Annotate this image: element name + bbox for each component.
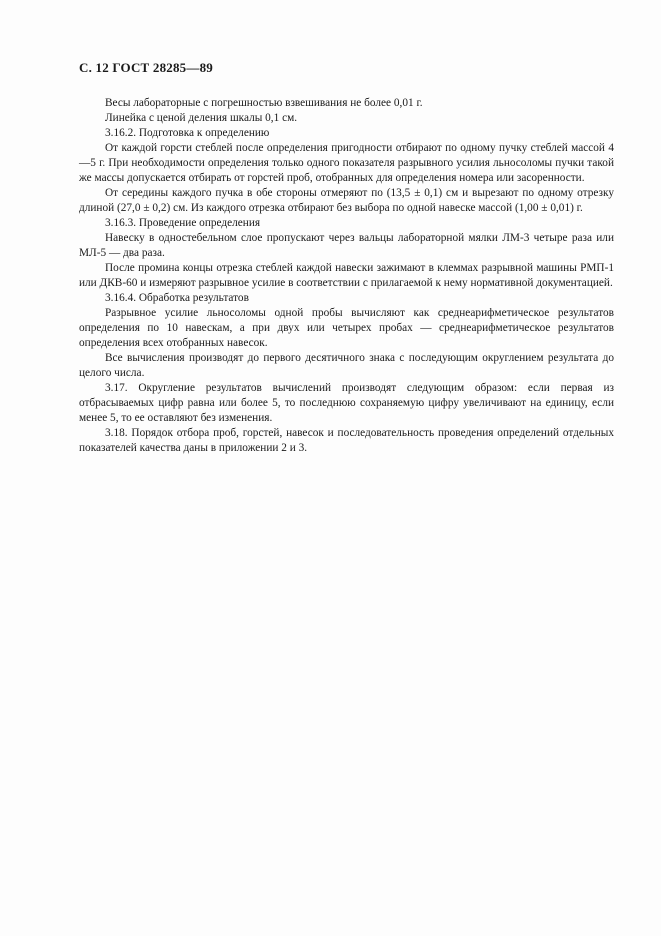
- paragraph-measurement: После промина концы отрезка стеблей каждой навески зажимают в клеммах разрывной машины РМП-1 или ДКВ-60 и измеряют разрывное усилие в соответствии с прилагаемой к нему нормативной документацией.: [79, 262, 614, 289]
- paragraph-scales: Весы лабораторные с погрешностью взвешивания не более 0,01 г.: [105, 97, 423, 109]
- paragraph-calculation: Разрывное усилие льносоломы одной пробы вычисляют как среднеарифметическое результатов определения по 10 навескам, а при двух или четырех пробах — среднеарифметическое результатов определения всех отобранных навесок.: [79, 307, 614, 349]
- section-heading-3-16-3: 3.16.3. Проведение определения: [105, 217, 261, 229]
- paragraph-precision: Все вычисления производят до первого десятичного знака с последующим округлением результата до целого числа.: [79, 352, 614, 379]
- paragraph-crushing: Навеску в одностебельном слое пропускают через вальцы лабораторной мялки ЛМ-3 четыре раза или МЛ-5 — два раза.: [79, 232, 614, 259]
- section-heading-3-16-2: 3.16.2. Подготовка к определению: [105, 127, 270, 139]
- paragraph-ruler: Линейка с ценой деления шкалы 0,1 см.: [105, 112, 298, 124]
- paragraph-rounding: 3.17. Округление результатов вычислений производят следующим образом: если первая из отбрасываемых цифр равна или более 5, то последнюю сохраняемую цифру увеличивают на единицу, если менее 5, то ее оставляют без изменения.: [79, 382, 614, 424]
- paragraph-cutting: От середины каждого пучка в обе стороны отмеряют по (13,5 ± 0,1) см и вырезают по одному отрезку длиной (27,0 ± 0,2) см. Из каждого отрезка отбирают без выбора по одной навеске массой (1,00 ± 0,01) г.: [79, 187, 614, 214]
- document-body: [79, 96, 614, 456]
- section-heading-3-16-4: 3.16.4. Обработка результатов: [105, 292, 249, 304]
- paragraph-sampling: От каждой горсти стеблей после определения пригодности отбирают по одному пучку стеблей массой 4—5 г. При необходимости определения только одного показателя разрывного усилия льносоломы пучки такой же массы допускается отбирать от горстей проб, отобранных для определения номера или засоренности.: [79, 142, 614, 184]
- paragraph-procedure-order: 3.18. Порядок отбора проб, горстей, навесок и последовательность проведения определений отдельных показателей качества даны в приложении 2 и 3.: [79, 427, 614, 454]
- page-header: С. 12 ГОСТ 28285—89: [79, 60, 213, 75]
